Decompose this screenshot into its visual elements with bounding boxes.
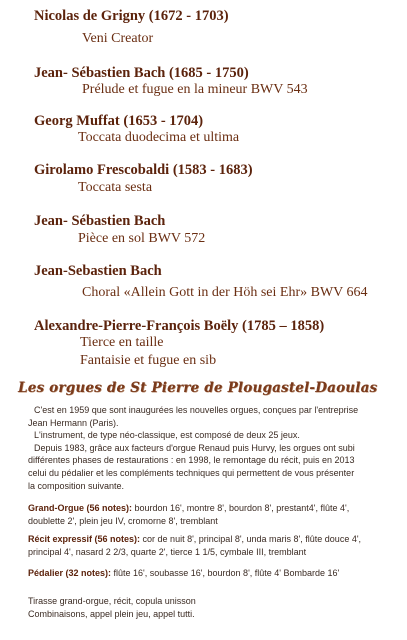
organ-section-title: Les orgues de St Pierre de Plougastel-Daoulas [18, 380, 378, 396]
spec-label: Pédalier (32 notes): [28, 568, 112, 578]
spec-stops: cor de nuit 8', principal 8', unda maris 8', flûte douce 4', [140, 534, 362, 544]
coupler-line: Combinaisons, appel plein jeu, appel tutti. [28, 608, 195, 619]
work-title: Pièce en sol BWV 572 [78, 231, 206, 246]
text-line: différentes phases de restaurations : en 1998, le remontage du récit, puis en 2013 [28, 455, 355, 466]
spec-stops: principal 4', nasard 2 2/3, quarte 2', tierce 1 1/5, cymbale III, tremblant [28, 546, 307, 557]
recit-spec [28, 533, 390, 558]
spec-stops: bourdon 16', montre 8', bourdon 8', prestant4', flûte 4', [132, 503, 350, 513]
text-line: L'instrument, de type néo-classique, est composé de deux 25 jeux. [34, 430, 300, 441]
spec-label: Grand-Orgue (56 notes): [28, 503, 133, 513]
composer-heading: Alexandre-Pierre-François Boëly (1785 – 1858) [34, 318, 325, 334]
composer-heading: Jean- Sébastien Bach [34, 213, 166, 229]
work-title: Toccata duodecima et ultima [78, 130, 240, 145]
composer-heading: Nicolas de Grigny (1672 - 1703) [34, 8, 229, 24]
composer-heading: Jean- Sébastien Bach (1685 - 1750) [34, 65, 249, 81]
work-title: Prélude et fugue en la mineur BWV 543 [82, 82, 308, 97]
spec-label: Récit expressif (56 notes): [28, 534, 141, 544]
composer-heading: Georg Muffat (1653 - 1704) [34, 113, 204, 129]
grand-orgue-spec [28, 502, 390, 527]
text-line: Depuis 1983, grâce aux facteurs d'orgue Renaud puis Hurvy, les orgues ont subi [34, 442, 355, 453]
work-title: Toccata sesta [78, 180, 153, 195]
text-line: Jean Hermann (Paris). [28, 417, 119, 428]
coupler-line: Tirasse grand-orgue, récit, copula unisson [28, 596, 196, 606]
composer-heading: Jean-Sebastien Bach [34, 263, 162, 279]
text-line: la composition suivante. [28, 480, 125, 491]
text-line: C'est en 1959 que sont inaugurées les nouvelles orgues, conçues par l'entreprise [34, 405, 359, 415]
composer-heading: Girolamo Frescobaldi (1583 - 1683) [34, 162, 253, 178]
organ-history-paragraph [28, 404, 390, 492]
spec-stops: flûte 16', soubasse 16', bourdon 8', flûte 4' Bombarde 16' [111, 568, 340, 578]
work-title: Choral «Allein Gott in der Höh sei Ehr» BWV 664 [82, 285, 368, 300]
work-title: Fantaisie et fugue en sib [80, 353, 217, 368]
work-title: Tierce en taille [80, 335, 164, 350]
work-title: Veni Creator [82, 31, 154, 46]
pedalier-spec [28, 567, 390, 580]
couplers-list [28, 595, 390, 620]
spec-stops: doublette 2', plein jeu IV, cromorne 8', tremblant [28, 515, 218, 526]
text-line: celui du pédalier et les compléments techniques qui permettent de vous présenter [28, 467, 355, 478]
